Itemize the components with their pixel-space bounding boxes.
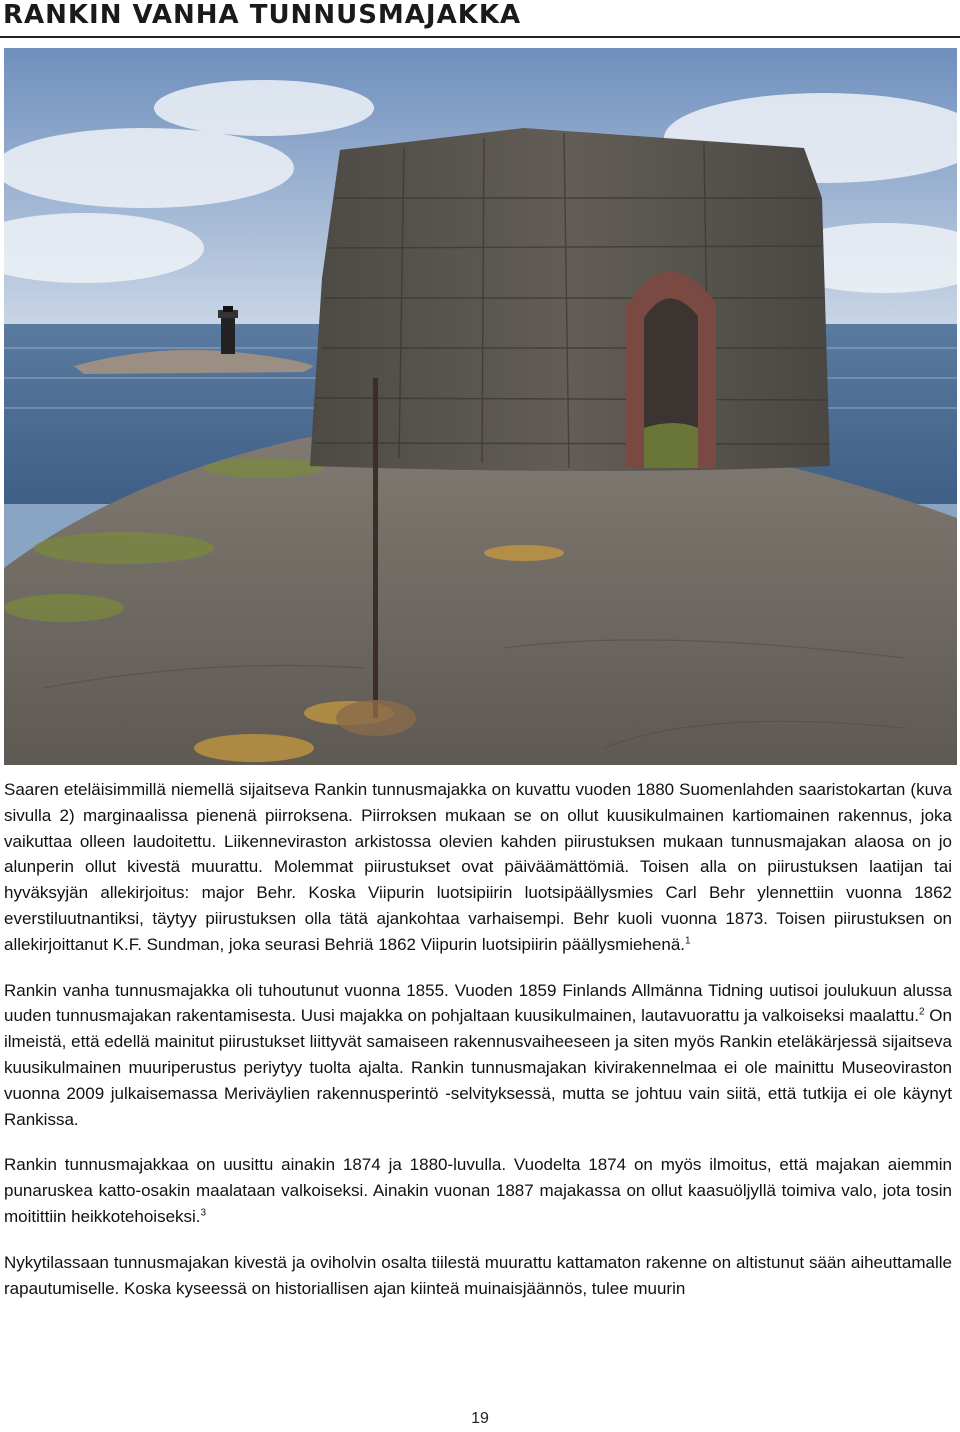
- distant-lighthouse: [218, 306, 238, 354]
- paragraph-2: Rankin vanha tunnusmajakka oli tuhoutunut vuonna 1855. Vuoden 1859 Finlands Allmänna Tidning uutisoi joulukuun alussa uuden tunnusmajakan rakentamisesta. Uusi majakka on pohjaltaan kuusikulmainen, lautavuorattu ja valkoiseksi maalattu.$^2$ On ilmeistä, että edellä mainitut piirustukset liittyvät samaiseen rakennusvaiheeseen ja siten myös Rankin eteläkärjessä sijaitseva kuusikulmainen muuriperustus periytyy tuolta ajalta. Rankin tunnusmajakan kivirakennelmaa ei ole mainittu Museoviraston vuonna 2009 julkaisemassa Meriväylien rakennusperintö -selvityksessä, mutta se johtuu vain siitä, että tutkija ei ole käynyt Rankissa.: [4, 980, 952, 1129]
- paragraph-4: Nykytilassaan tunnusmajakan kivestä ja oviholvin osalta tiilestä muurattu kattamaton rakenne on altistunut sään aiheuttamalle rapautumiselle. Koska kyseessä on historiallisen ajan kiinteä muinaisjäännös, tulee muurin: [4, 1252, 952, 1298]
- iron-rod: [373, 378, 378, 718]
- page-title: RANKIN VANHA TUNNUSMAJAKKA: [3, 0, 522, 30]
- paragraph-1: Saaren eteläisimmillä niemellä sijaitseva Rankin tunnusmajakka on kuvattu vuoden 1880 Suomenlahden saaristokartan (kuva sivulla 2) marginaalissa pienenä piirroksena. Piirroksen mukaan se on ollut kuusikulmainen kartiomainen rakennus, joka vaikuttaa olleen laudoitettu. Liikenneviraston arkistossa olevien kahden piirustuksen mukaan tunnusmajakan alaosa on jo alunperin ollut kivestä muurattu. Molemmat piirustukset ovat päiväämättömiä. Toisen alla on piirustuksen laatijan tai hyväksyjän allekirjoitus: major Behr. Koska Viipurin luotsipiirin luotsipäällysmies Carl Behr ylennettiin vuonna 1862 everstiluutnantiksi, täytyy piirustuksen olla tätä ajankohtaa varhaisempi. Behr kuoli vuonna 1873. Toisen piirustuksen on allekirjoittanut K.F. Sundman, joka seurasi Behriä 1862 Viipurin luotsipiirin päällysmiehenä.$^1$: [4, 780, 952, 954]
- footnote-marker: 2: [919, 1006, 925, 1018]
- stone-beacon-ruin: [310, 128, 830, 471]
- page-number: 19: [471, 1410, 489, 1427]
- beacon-illustration: [4, 48, 957, 765]
- paragraph-3: Rankin tunnusmajakkaa on uusittu ainakin 1874 ja 1880-luvulla. Vuodelta 1874 on myös ilmoitus, että majakan aiemmin punaruskea katto-osakin maalataan valkoiseksi. Ainakin vuonan 1887 majakassa on ollut kaasuöljyllä toimiva valo, jota tosin moitittiin heikkotehoiseksi.$^3$: [4, 1155, 952, 1226]
- footnote-marker: 1: [685, 935, 691, 947]
- footnote-marker: 3: [200, 1207, 207, 1219]
- title-rule: [0, 36, 960, 38]
- article-body: [4, 777, 952, 1321]
- beacon-photo: [4, 48, 957, 765]
